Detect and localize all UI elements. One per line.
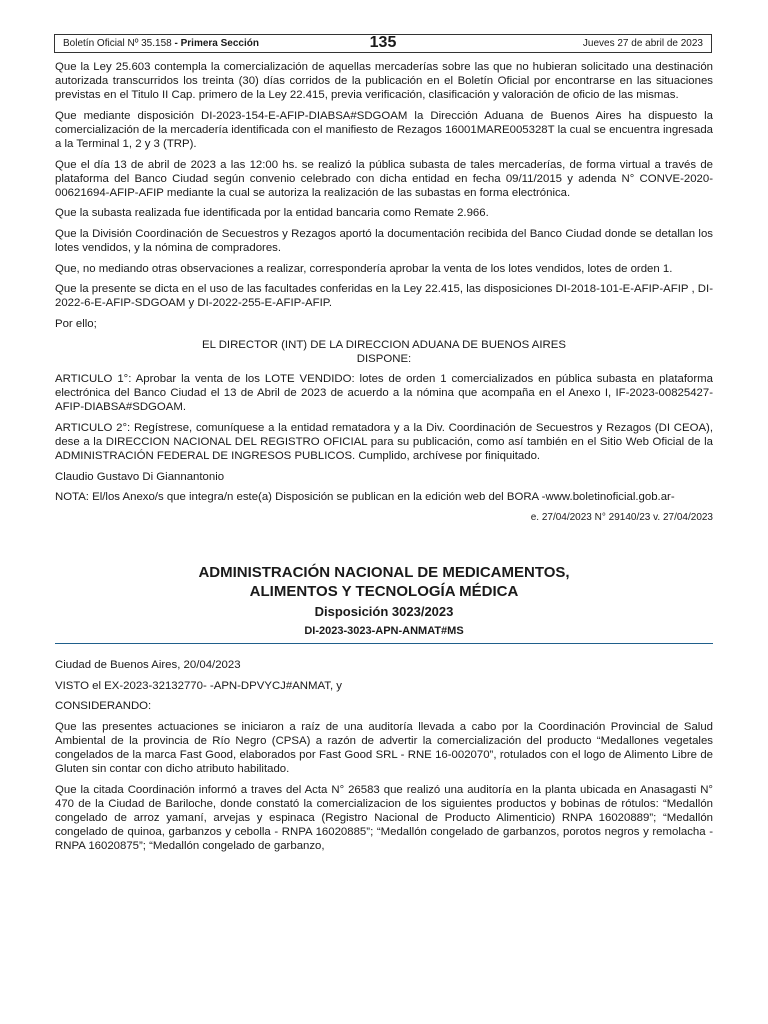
page-content (55, 60, 713, 860)
disposicion-code: DI-2023-3023-APN-ANMAT#MS (304, 625, 464, 638)
section-divider (55, 643, 713, 644)
doc2-paragraph: Ciudad de Buenos Aires, 20/04/2023 (55, 659, 241, 672)
doc1-paragraph: Que, no mediando otras observaciones a realizar, correspondería aprobar la venta de los lotes vendidos, lotes de orden 1. (55, 262, 673, 275)
nota: NOTA: El/los Anexo/s que integra/n este(a) Disposición se publican en la edición web del BORA -www.boletinoficial.gob.ar- (55, 491, 675, 504)
doc2-paragraph: Que la citada Coordinación informó a traves del Acta N° 26583 que realizó una auditoría en la planta ubicada en Anasagasti N° 470 de la Ciudad de Bariloche, donde constató la comercializacion de los siguientes productos y bobinas de rótulos: “Medallón congelado de arroz yamaní, arvejas y espinaca (Registro Nacional de Producto Alimenticio) RNPA 16020889”; “Medallón congelado de quinoa, garbanzos y cebolla - RNPA 16020885”; “Medallón congelado de garbanzos, porotos negros y remolacha - RNPA 16020875”; “Medallón congelado de garbanzo, (55, 783, 713, 853)
header-section: - Primera Sección (174, 38, 259, 49)
doc1-paragraph: Que la División Coordinación de Secuestros y Rezagos aportó la documentación recibida del Banco Ciudad donde se detallan los lotes vendidos, y la nómina de compradores. (55, 227, 713, 255)
director-heading: EL DIRECTOR (INT) DE LA DIRECCION ADUANA DE BUENOS AIRES (202, 338, 566, 351)
page-header (54, 34, 712, 53)
doc1-paragraph: Que mediante disposición DI-2023-154-E-AFIP-DIABSA#SDGOAM la Dirección Aduana de Buenos Aires ha dispuesto la comercialización de la mercadería identificada con el manifiesto de Rezagos 16001MARE005328T la cual se encuentra ingresada a la Terminal 1, 2 y 3 (TRP). (55, 109, 713, 150)
org-name-line1: ADMINISTRACIÓN NACIONAL DE MEDICAMENTOS, (198, 564, 570, 582)
dispone-heading: DISPONE: (356, 352, 412, 365)
signer: Claudio Gustavo Di Giannantonio (55, 470, 225, 483)
doc1-paragraph: Que la presente se dicta en el uso de las facultades conferidas en la Ley 22.415, las disposiciones DI-2018-101-E-AFIP-AFIP , DI-2022-6-E-AFIP-SDGOAM y DI-2022-255-E-AFIP-AFIP. (55, 283, 713, 310)
doc1-paragraph: Por ello; (55, 317, 97, 330)
disposicion-title: Disposición 3023/2023 (314, 604, 454, 620)
header-boletin: Boletín Oficial Nº 35.158 (63, 38, 172, 49)
article-1: ARTICULO 1°: Aprobar la venta de los LOTE VENDIDO: lotes de orden 1 comercializados en pública subasta en plataforma electrónica del Banco Ciudad el 13 de Abril de 2023 de acuerdo a la nómina que acompaña en el Anexo I, IF-2023-00825427-AFIP-DIABSA#SDGOAM. (55, 373, 713, 414)
publication-ref: e. 27/04/2023 N° 29140/23 v. 27/04/2023 (530, 511, 713, 523)
doc2-paragraph: VISTO el EX-2023-32132770- -APN-DPVYCJ#ANMAT, y (55, 679, 342, 692)
doc2-paragraph: Que las presentes actuaciones se iniciaron a raíz de una auditoría llevada a cabo por la Coordinación Provincial de Salud Ambiental de la provincia de Río Negro (CPSA) a razón de advertir la comercialización del producto “Medallones vegetales congelados de la marca Fast Good, elaborados por Fast Good SRL - RNE 16-002070”, rotulados con el logo de Alimento Libre de Gluten sin contar con dicho atributo habilitado. (55, 721, 713, 776)
doc1-paragraph: Que la subasta realizada fue identificada por la entidad bancaria como Remate 2.966. (55, 207, 489, 220)
article-2: ARTICULO 2°: Regístrese, comuníquese a la entidad rematadora y a la Div. Coordinación de Secuestros y Rezagos (DI CEOA), dese a la DIRECCION NACIONAL DEL REGISTRO OFICIAL para su publicación, como así también en el Sitio Web Oficial de la ADMINISTRACIÓN FEDERAL DE INGRESOS PUBLICOS. Cumplido, archívese por finiquitado. (55, 421, 713, 463)
doc1-paragraph: Que la Ley 25.603 contempla la comercialización de aquellas mercaderías sobre las que no hubieran solicitado una destinación autorizada transcurridos los treinta (30) días corridos de la publicación en el Boletín Oficial por encontrarse en las situaciones previstas en el Titulo II Cap. primero de la Ley 22.415, previa verificación, clasificación y valoración de oficio de las mismas. (55, 61, 713, 102)
doc1-paragraph: Que el día 13 de abril de 2023 a las 12:00 hs. se realizó la pública subasta de tales mercaderías, de forma virtual a través de plataforma del Banco Ciudad según convenio celebrado con dicha entidad en fecha 09/11/2015 y adenda N° CONVE-2020-00621694-AFIP-AFIP mediante la cual se autoriza la realización de las subastas en forma electrónica. (55, 158, 713, 199)
section-heading (55, 563, 713, 638)
page-number: 135 (369, 34, 397, 51)
header-date: Jueves 27 de abril de 2023 (582, 38, 703, 49)
doc2-paragraph: CONSIDERANDO: (55, 700, 152, 713)
org-name-line2: ALIMENTOS Y TECNOLOGÍA MÉDICA (249, 583, 519, 601)
